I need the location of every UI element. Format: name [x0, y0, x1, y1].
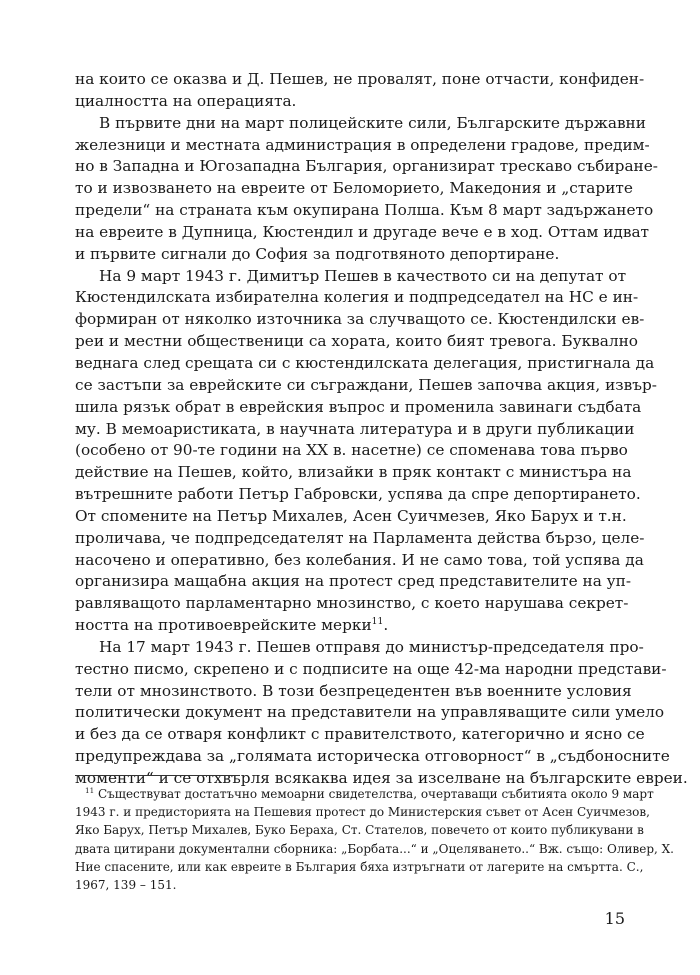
text-line	[75, 178, 633, 200]
text-line	[75, 440, 628, 462]
text-line	[75, 659, 667, 681]
text-line	[75, 287, 639, 309]
text-line-text: (особено от 90-те години на XX в. насетне) се споменава това първо	[75, 441, 628, 460]
text-line-text: на които се оказва и Д. Пешев, не провалят, поне отчасти, конфиден-	[75, 70, 645, 88]
text-line-text: От спомените на Петър Михалев, Асен Суичмезев, Яко Барух и т.н.	[75, 506, 627, 525]
text-line	[75, 309, 645, 331]
text-line-text: действие на Пешев, който, влизайки в пряк контакт с министъра на	[75, 463, 632, 482]
text-line	[75, 113, 646, 135]
text-line	[75, 593, 629, 615]
footnote-line	[75, 785, 654, 803]
text-line	[75, 69, 645, 91]
text-line	[75, 244, 625, 266]
footnote-separator	[75, 775, 240, 776]
text-line	[75, 615, 625, 637]
text-line	[75, 528, 645, 550]
text-line-text: тестно писмо, скрепено и с подписите на още 42-ма народни представи-	[75, 659, 667, 678]
text-line-text: моменти“ и се отхвърля всякаква идея за изселване на българските евреи.	[75, 769, 688, 787]
text-line	[75, 571, 632, 593]
text-line-text: политически документ на представители на управляващите сили умело	[75, 703, 665, 722]
text-line-text: реи и местни общественици са хората, които бият тревога. Буквално	[75, 332, 638, 351]
footnote-line	[75, 803, 650, 821]
text-line	[75, 462, 632, 484]
text-line-text: шила рязък обрат в еврейския въпрос и променила завинаги съдбата	[75, 397, 642, 416]
text-line-text: железници и местната администрация в определени градове, предим-	[75, 135, 650, 154]
footnotes	[75, 785, 674, 894]
text-line	[75, 135, 650, 157]
punctuation: .	[383, 616, 389, 635]
text-line	[75, 681, 632, 703]
text-line-text: организира мащабна акция на протест сред представителите на уп-	[75, 572, 632, 591]
footnote-line-text: Съществуват достатъчно мемоарни свидетелства, очертаващи събитията около 9 март	[97, 787, 654, 801]
text-line	[75, 550, 644, 572]
text-line-text: равляващото парламентарно мнозинство, с което нарушава секрет-	[75, 594, 629, 613]
text-line	[75, 484, 641, 506]
text-line	[75, 375, 657, 397]
footnote-line-text: Ние спасените, или как евреите в България бяха изтръгнати от лагерите на смъртта. С.,	[75, 859, 644, 874]
text-line-text: предели“ на страната към окупирана Полша. Към 8 март задържането	[75, 201, 654, 220]
text-line-text: Кюстендилската избирателна колегия и подпредседател на НС е ин-	[75, 288, 639, 307]
text-line-text: тели от мнозинството. В този безпрецедентен във военните условия	[75, 681, 632, 700]
text-line-text: се застъпи за еврейските си съграждани, Пешев започва акция, извър-	[75, 375, 657, 394]
footnote-line-text: двата цитирани документални сборника: „Борбата...“ и „Оцеляването..“ Вж. също: Оливер, Х.	[75, 841, 674, 856]
footnote-line-text: 1943 г. и предисторията на Пешевия протест до Министерския съвет от Асен Суичмезов,	[75, 805, 650, 820]
footnote-line	[75, 858, 644, 876]
text-line-text: му. В мемоаристиката, в научната литература и в други публикации	[75, 419, 635, 438]
text-line-text: но в Западна и Югозападна България, организират трескаво събиране-	[75, 157, 658, 176]
page-number: 15	[604, 909, 625, 928]
text-line-text: На 17 март 1943 г. Пешев отправя до министър-председателя про-	[99, 637, 644, 656]
footnote-line	[75, 821, 644, 839]
text-line	[75, 353, 655, 375]
footnote-marker: 11	[85, 786, 95, 795]
text-line	[75, 419, 635, 441]
text-line	[75, 506, 625, 528]
text-line-text: вътрешните работи Петър Габровски, успява да спре депортирането.	[75, 485, 641, 504]
text-line-text: ността на противоеврейските мерки	[75, 616, 372, 635]
text-line-text: и без да се отваря конфликт с правителството, категорично и ясно се	[75, 725, 645, 744]
text-line	[75, 266, 625, 288]
text-line-text: В първите дни на март полицейските сили, Българските държавни	[99, 113, 646, 132]
footnote-line-text: Яко Барух, Петър Михалев, Буко Бераха, Ст. Стателов, повечето от които публикувани в	[75, 823, 644, 838]
text-line	[75, 331, 638, 353]
text-line-text: то и извозването на евреите от Беломорието, Македония и „старите	[75, 179, 633, 198]
text-line	[75, 746, 670, 768]
text-line-text: на евреите в Дупница, Кюстендил и другаде вече е в ход. Оттам идват	[75, 222, 650, 241]
text-line	[75, 91, 625, 113]
text-line-text: циалността на операцията.	[75, 91, 297, 110]
text-line	[75, 724, 645, 746]
text-line-text: предупреждава за „голямата историческа отговорност“ в „съдбоносните	[75, 747, 670, 766]
text-line-text: На 9 март 1943 г. Димитър Пешев в качеството си на депутат от	[99, 266, 627, 285]
text-line-text: проличава, че подпредседателят на Парламента действа бързо, целе-	[75, 528, 645, 547]
footnote-line-text: 1967, 139 – 151.	[75, 877, 177, 892]
footnote-line	[75, 876, 625, 894]
text-line	[75, 637, 644, 659]
text-line-text: формиран от няколко източника за случващото се. Кюстендилски ев-	[75, 310, 645, 329]
text-line-text: и първите сигнали до София за подготвяното депортиране.	[75, 244, 560, 263]
footnote-line	[75, 840, 674, 858]
text-line	[75, 156, 658, 178]
text-line-text: веднага след срещата си с кюстендилската делегация, пристигнала да	[75, 353, 655, 372]
text-line	[75, 200, 654, 222]
body-text	[75, 69, 688, 790]
text-line	[75, 702, 665, 724]
text-line	[75, 222, 650, 244]
footnote-reference: 11	[371, 616, 384, 627]
text-line	[75, 397, 642, 419]
text-line-text: насочено и оперативно, без колебания. И не само това, той успява да	[75, 550, 644, 569]
